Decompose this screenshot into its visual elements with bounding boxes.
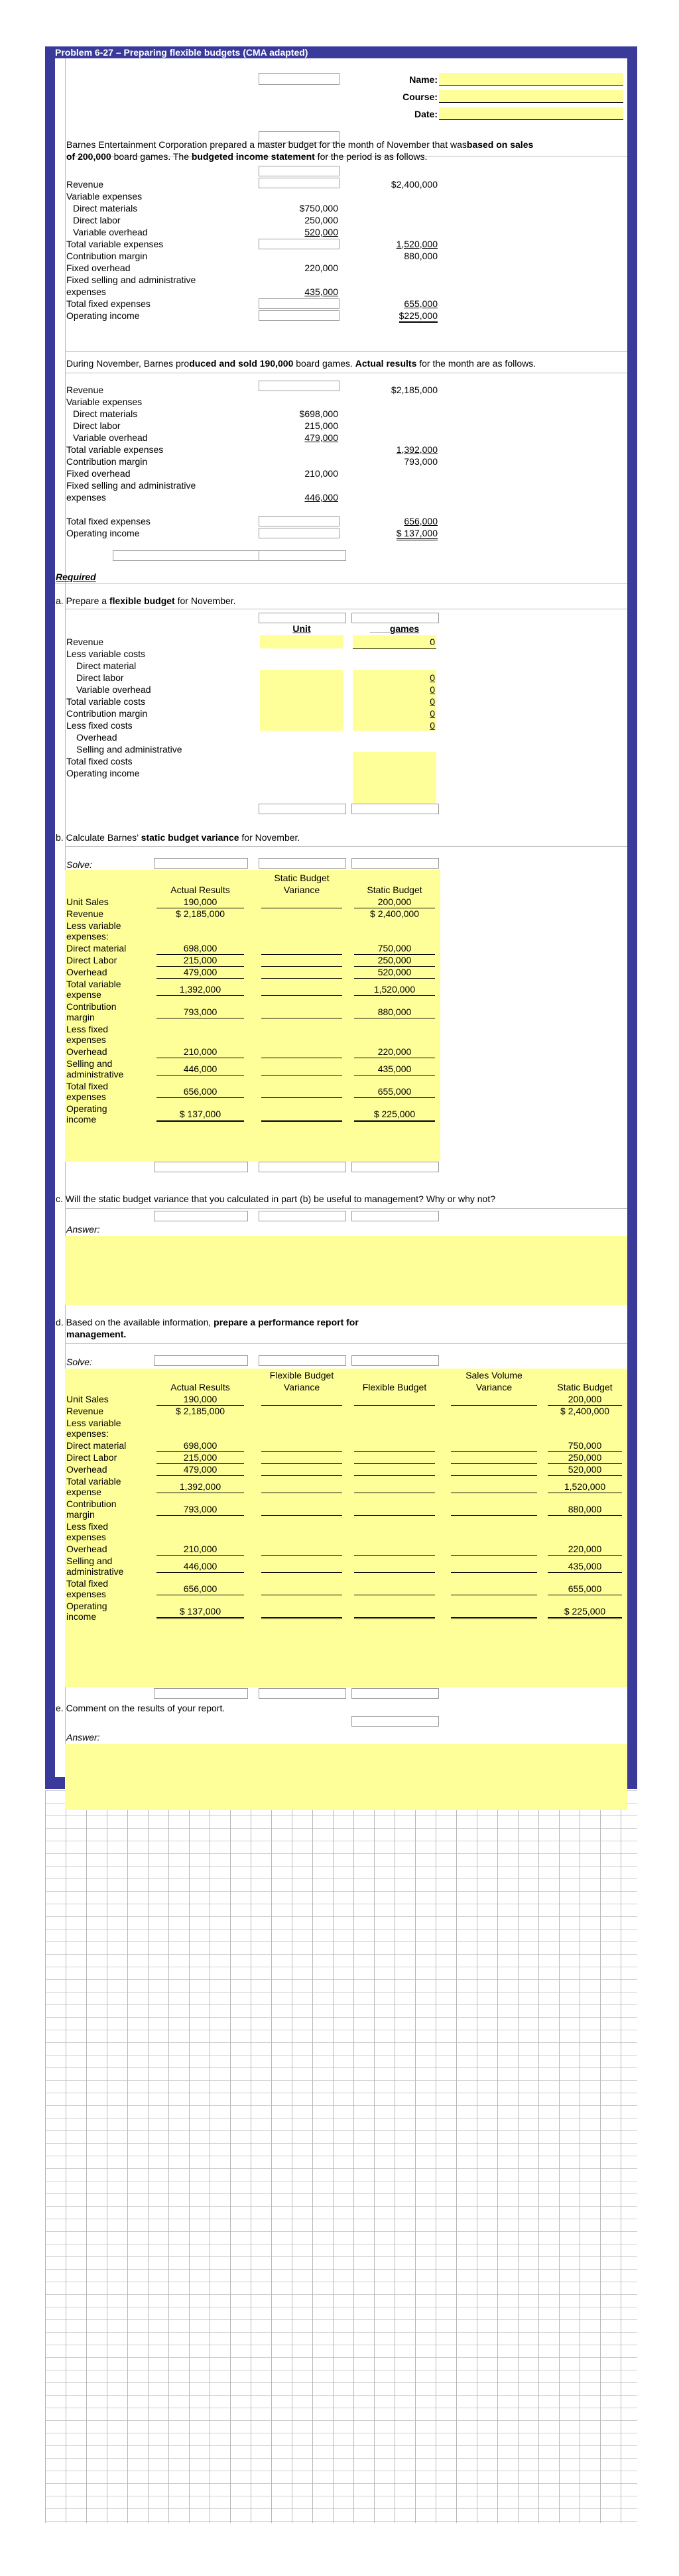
row-label: Selling and — [66, 1058, 113, 1069]
games-dl-zero: 0 — [430, 684, 435, 695]
row-label-cont: expense — [66, 1487, 101, 1497]
static-budget-value: 520,000 — [377, 967, 412, 977]
actual-results-value: $ 2,185,000 — [176, 908, 225, 919]
part-c-answer-area[interactable] — [65, 1236, 627, 1305]
part-d-question-line2: management. — [66, 1329, 127, 1339]
part-b-solve-label: Solve: — [66, 859, 92, 870]
cell-rule — [354, 995, 435, 996]
cell-rule — [261, 1555, 342, 1556]
actual-results-value: 698,000 — [183, 943, 217, 953]
budget-fo-value: 220,000 — [304, 263, 338, 273]
row-label-cont: margin — [66, 1012, 95, 1022]
cell-rule — [548, 1475, 622, 1476]
empty-cell — [351, 1211, 439, 1221]
course-label: Course: — [402, 92, 438, 102]
empty-cell — [259, 613, 346, 623]
budget-tvar-label: Total variable expenses — [66, 239, 164, 249]
actual-results-value: 656,000 — [183, 1086, 217, 1097]
part-e-answer-label: Answer: — [66, 1732, 100, 1743]
part-a-row-overhead: Overhead — [76, 732, 117, 743]
row-divider — [55, 583, 627, 584]
cell-rule — [156, 978, 244, 979]
cell-rule — [354, 1572, 435, 1573]
part-d-solve-label: Solve: — [66, 1357, 92, 1367]
actual-cm-label: Contribution margin — [66, 456, 148, 467]
row-label: Operating — [66, 1601, 107, 1611]
cell-rule — [156, 1097, 244, 1098]
empty-cell — [259, 550, 346, 561]
empty-cell — [154, 1355, 248, 1366]
row-divider — [65, 846, 627, 847]
empty-cell — [351, 1162, 439, 1172]
static-budget-value: 1,520,000 — [564, 1481, 606, 1492]
row-label: Total fixed — [66, 1578, 109, 1589]
part-a-row-cm: Contribution margin — [66, 708, 148, 719]
actual-results-value: 190,000 — [183, 896, 217, 907]
row-label-cont: expenses: — [66, 931, 109, 942]
cell-rule — [354, 1097, 435, 1098]
row-label: Overhead — [66, 1464, 107, 1475]
actual-results-value: 479,000 — [183, 967, 217, 977]
empty-cell — [259, 804, 346, 814]
cell-rule — [354, 978, 435, 979]
cell-rule — [156, 1617, 244, 1619]
budget-oi-label: Operating income — [66, 310, 140, 321]
cell-rule — [451, 1405, 537, 1406]
empty-cell — [351, 613, 439, 623]
row-label: Total variable — [66, 1476, 121, 1487]
empty-cell — [351, 804, 439, 814]
budget-tfix-value: 655,000 — [404, 298, 438, 309]
actual-tvar-value: 1,392,000 — [396, 444, 438, 455]
actual-dm-label: Direct materials — [73, 408, 138, 419]
actual-fsa-value: 446,000 — [304, 492, 338, 503]
empty-cell — [351, 1688, 439, 1699]
cell-rule — [261, 1120, 342, 1122]
row-label-cont: expenses — [66, 1532, 106, 1542]
part-b-col2-header-a: Static Budget — [274, 873, 330, 883]
course-input[interactable] — [439, 90, 623, 103]
empty-cell — [154, 1211, 248, 1221]
row-label: Direct material — [66, 1440, 127, 1451]
part-e-question: e. Comment on the results of your report. — [56, 1703, 225, 1713]
actual-results-value: 698,000 — [183, 1440, 217, 1451]
cell-rule — [156, 1555, 244, 1556]
cell-rule — [451, 1463, 537, 1464]
cell-rule — [354, 1463, 435, 1464]
actual-results-value: 446,000 — [183, 1064, 217, 1074]
cell-rule — [354, 1515, 435, 1516]
row-label: Less fixed — [66, 1024, 109, 1034]
static-budget-value: 250,000 — [568, 1452, 602, 1463]
row-label-cont: administrative — [66, 1566, 124, 1577]
part-c-answer-label: Answer: — [66, 1224, 100, 1235]
actual-results-value: 793,000 — [183, 1504, 217, 1514]
row-label: Less variable — [66, 1418, 121, 1428]
row-label: Less fixed — [66, 1521, 109, 1532]
budget-cm-value: 880,000 — [404, 251, 438, 261]
part-c-question: c. Will the static budget variance that you calculated in part (b) be useful to management? Why or why not? — [56, 1194, 496, 1204]
empty-cell — [259, 310, 340, 321]
budget-oi-value: $225,000 — [358, 310, 438, 321]
static-budget-value: 655,000 — [377, 1086, 412, 1097]
cell-rule — [451, 1515, 537, 1516]
row-label-cont: income — [66, 1114, 97, 1125]
cell-rule — [156, 1572, 244, 1573]
row-label: Operating — [66, 1103, 107, 1114]
actual-var-exp-label: Variable expenses — [66, 397, 143, 407]
games-revenue-zero: 0 — [430, 637, 435, 647]
empty-cell — [259, 1162, 346, 1172]
required-heading: Required — [56, 572, 96, 582]
part-a-row-tvar: Total variable costs — [66, 696, 146, 707]
cell-rule — [451, 1555, 537, 1556]
actual-dl-value: 215,000 — [304, 420, 338, 431]
actual-dl-label: Direct labor — [73, 420, 121, 431]
row-divider — [65, 1208, 627, 1209]
cell-rule — [261, 966, 342, 967]
part-a-row-dl: Direct labor — [76, 672, 124, 683]
budget-fsa-label1: Fixed selling and administrative — [66, 275, 196, 285]
part-a-question: a. Prepare a flexible budget for November. — [56, 595, 236, 606]
row-label-cont: income — [66, 1611, 97, 1622]
actual-results-value: $ 137,000 — [179, 1606, 221, 1617]
cell-rule — [261, 1451, 342, 1452]
actual-oi-value: $ 137,000 — [358, 528, 438, 538]
cell-rule — [261, 995, 342, 996]
empty-cell — [259, 239, 340, 249]
part-b-col3-header: Static Budget — [367, 885, 422, 895]
static-budget-value: 220,000 — [568, 1544, 602, 1554]
empty-cell — [351, 1716, 439, 1727]
cell-rule — [156, 1120, 244, 1122]
empty-cell — [259, 1688, 346, 1699]
empty-cell — [259, 73, 340, 85]
spreadsheet-grid — [45, 1790, 637, 2523]
cell-rule — [354, 1405, 435, 1406]
static-budget-value: $ 225,000 — [564, 1606, 606, 1617]
budget-vo-value: 520,000 — [304, 227, 338, 237]
cell-rule — [354, 1451, 435, 1452]
actual-results-value: 215,000 — [183, 1452, 217, 1463]
row-label: Total fixed — [66, 1081, 109, 1091]
budget-revenue-value: $2,400,000 — [391, 179, 438, 190]
part-d-col2-header-b: Variance — [283, 1382, 320, 1392]
row-label-cont: administrative — [66, 1069, 124, 1079]
cell-rule — [156, 1475, 244, 1476]
intro-text-line2: of 200,000 board games. The budgeted income statement for the period is as follows. — [66, 151, 428, 162]
budget-vo-label: Variable overhead — [73, 227, 148, 237]
budget-tvar-value: 1,520,000 — [396, 239, 438, 249]
col-unit-header: Unit — [292, 623, 311, 634]
row-divider — [65, 1343, 627, 1344]
part-b-col2-header-b: Variance — [283, 885, 320, 895]
static-budget-value: 655,000 — [568, 1583, 602, 1594]
row-label: Unit Sales — [66, 1394, 109, 1404]
actual-dm-value: $698,000 — [299, 408, 338, 419]
empty-cell — [259, 858, 346, 869]
row-label-cont: expenses: — [66, 1428, 109, 1439]
cell-rule — [451, 1475, 537, 1476]
actual-vo-value: 479,000 — [304, 432, 338, 443]
static-budget-value: 200,000 — [377, 896, 412, 907]
static-budget-value: $ 225,000 — [373, 1109, 416, 1119]
cell-rule — [261, 1463, 342, 1464]
static-budget-value: 1,520,000 — [373, 984, 416, 995]
row-label: Contribution — [66, 1001, 117, 1012]
actual-revenue-label: Revenue — [66, 385, 104, 395]
static-budget-value: 250,000 — [377, 955, 412, 965]
cell-rule — [261, 1572, 342, 1573]
row-label: Overhead — [66, 1046, 107, 1057]
row-label: Revenue — [66, 1406, 104, 1416]
static-budget-value: 200,000 — [568, 1394, 602, 1404]
empty-cell — [154, 1162, 248, 1172]
actual-results-value: 190,000 — [183, 1394, 217, 1404]
actual-tfix-value: 656,000 — [404, 516, 438, 526]
budget-var-exp-label: Variable expenses — [66, 191, 143, 202]
cell-rule — [261, 1405, 342, 1406]
budget-dl-label: Direct labor — [73, 215, 121, 225]
cell-rule — [261, 954, 342, 955]
row-label-cont: margin — [66, 1509, 95, 1520]
part-b-question: b. Calculate Barnes’ static budget variance for November. — [56, 832, 300, 843]
static-budget-value: 750,000 — [377, 943, 412, 953]
part-a-row-sa: Selling and administrative — [76, 744, 182, 755]
budget-revenue-label: Revenue — [66, 179, 104, 190]
actual-fo-value: 210,000 — [304, 468, 338, 479]
cell-rule — [261, 1617, 342, 1619]
actual-results-value: 793,000 — [183, 1007, 217, 1017]
actual-results-value: $ 137,000 — [179, 1109, 221, 1119]
cell-rule — [548, 1572, 622, 1573]
empty-cell — [259, 178, 340, 188]
actual-results-value: 215,000 — [183, 955, 217, 965]
cell-rule — [354, 1120, 435, 1122]
intro-text-line1: Barnes Entertainment Corporation prepared a master budget for the month of November that wasbased on sales — [66, 139, 534, 150]
part-a-row-vo: Variable overhead — [76, 684, 151, 695]
row-label: Direct Labor — [66, 955, 117, 965]
unit-revenue-input[interactable] — [260, 635, 343, 648]
budget-dm-value: $750,000 — [299, 203, 338, 214]
cell-rule — [261, 1515, 342, 1516]
static-budget-value: 880,000 — [377, 1007, 412, 1017]
cell-rule — [261, 978, 342, 979]
actual-fsa-label1: Fixed selling and administrative — [66, 480, 196, 491]
part-a-row-revenue: Revenue — [66, 637, 104, 647]
actual-results-value: 656,000 — [183, 1583, 217, 1594]
row-label: Revenue — [66, 908, 104, 919]
row-label-cont: expenses — [66, 1589, 106, 1599]
actual-revenue-value: $2,185,000 — [391, 385, 438, 395]
actual-results-value: 210,000 — [183, 1544, 217, 1554]
row-label: Overhead — [66, 967, 107, 977]
actual-intro-text: During November, Barnes produced and sold 190,000 board games. Actual results for the month are as follows. — [66, 358, 536, 369]
cell-rule — [156, 995, 244, 996]
part-d-col4-header-a: Sales Volume — [465, 1370, 523, 1380]
part-a-row-less-var: Less variable costs — [66, 648, 146, 659]
part-e-answer-area[interactable] — [65, 1744, 627, 1810]
static-budget-value: $ 2,400,000 — [370, 908, 419, 919]
part-d-col4-header-b: Variance — [475, 1382, 513, 1392]
row-label: Unit Sales — [66, 896, 109, 907]
part-a-row-dm: Direct material — [76, 660, 137, 671]
empty-cell — [351, 1355, 439, 1366]
row-label: Direct material — [66, 943, 127, 953]
actual-fsa-label2: expenses — [66, 492, 106, 503]
cell-rule — [548, 1555, 622, 1556]
games-tvar-zero: 0 — [430, 708, 435, 719]
budget-fo-label: Fixed overhead — [66, 263, 131, 273]
cell-rule — [261, 1097, 342, 1098]
cell-rule — [156, 1515, 244, 1516]
empty-cell — [154, 1688, 248, 1699]
part-a-row-tfix: Total fixed costs — [66, 756, 133, 767]
cell-rule — [354, 1617, 435, 1619]
col-games-header: ______games — [369, 623, 420, 634]
empty-cell — [351, 858, 439, 869]
row-label-cont: expense — [66, 989, 101, 1000]
budget-dm-label: Direct materials — [73, 203, 138, 214]
empty-cell — [259, 1211, 346, 1221]
row-label: Less variable — [66, 920, 121, 931]
empty-cell — [259, 528, 340, 538]
static-budget-value: $ 2,400,000 — [560, 1406, 609, 1416]
actual-results-value: 479,000 — [183, 1464, 217, 1475]
cell-rule — [354, 1555, 435, 1556]
part-d-col2-header-a: Flexible Budget — [269, 1370, 334, 1380]
row-label: Selling and — [66, 1556, 113, 1566]
static-budget-value: 520,000 — [568, 1464, 602, 1475]
actual-results-value: 1,392,000 — [179, 984, 221, 995]
static-budget-value: 220,000 — [377, 1046, 412, 1057]
empty-cell — [259, 166, 340, 176]
budget-cm-label: Contribution margin — [66, 251, 148, 261]
static-budget-value: 750,000 — [568, 1440, 602, 1451]
actual-fo-label: Fixed overhead — [66, 468, 131, 479]
actual-results-value: 1,392,000 — [179, 1481, 221, 1492]
games-cm-zero: 0 — [430, 720, 435, 731]
static-budget-value: 880,000 — [568, 1504, 602, 1514]
date-input[interactable] — [439, 107, 623, 120]
part-d-col3-header: Flexible Budget — [362, 1382, 427, 1392]
part-b-col1-header: Actual Results — [170, 885, 230, 895]
row-label-cont: expenses — [66, 1091, 106, 1102]
games-fixed-input[interactable] — [353, 752, 436, 804]
cell-rule — [548, 1515, 622, 1516]
games-vo-zero: 0 — [430, 696, 435, 707]
row-label: Contribution — [66, 1499, 117, 1509]
part-a-row-oi: Operating income — [66, 768, 140, 778]
row-label-cont: expenses — [66, 1034, 106, 1045]
budget-tfix-label: Total fixed expenses — [66, 298, 151, 309]
empty-cell — [259, 1355, 346, 1366]
page-title: Problem 6-27 – Preparing flexible budgets (CMA adapted) — [55, 47, 308, 58]
actual-cm-value: 793,000 — [404, 456, 438, 467]
part-d-col1-header: Actual Results — [170, 1382, 230, 1392]
empty-cell — [113, 550, 260, 561]
budget-dl-value: 250,000 — [304, 215, 338, 225]
row-label: Direct Labor — [66, 1452, 117, 1463]
budget-fsa-value: 435,000 — [304, 286, 338, 297]
name-label: Name: — [409, 74, 438, 85]
date-label: Date: — [414, 109, 438, 119]
cell-rule — [354, 1475, 435, 1476]
row-label: Total variable — [66, 979, 121, 989]
actual-tfix-label: Total fixed expenses — [66, 516, 151, 526]
budget-fsa-label2: expenses — [66, 286, 106, 297]
cell-rule — [451, 1572, 537, 1573]
actual-results-value: $ 2,185,000 — [176, 1406, 225, 1416]
actual-results-value: 446,000 — [183, 1561, 217, 1571]
empty-cell — [259, 516, 340, 526]
actual-results-value: 210,000 — [183, 1046, 217, 1057]
row-divider — [65, 351, 627, 352]
cell-rule — [451, 1617, 537, 1619]
actual-vo-label: Variable overhead — [73, 432, 148, 443]
cell-rule — [261, 1475, 342, 1476]
actual-tvar-label: Total variable expenses — [66, 444, 164, 455]
static-budget-value: 435,000 — [377, 1064, 412, 1074]
part-d-col5-header: Static Budget — [557, 1382, 613, 1392]
row-label: Overhead — [66, 1544, 107, 1554]
empty-cell — [259, 381, 340, 391]
actual-oi-label: Operating income — [66, 528, 140, 538]
empty-cell — [154, 858, 248, 869]
games-dm-zero: 0 — [430, 672, 435, 683]
static-budget-value: 435,000 — [568, 1561, 602, 1571]
name-input[interactable] — [439, 73, 623, 86]
part-d-solve-area[interactable] — [65, 1369, 627, 1687]
empty-cell — [259, 298, 340, 309]
unit-costs-input[interactable] — [260, 670, 343, 731]
cell-rule — [548, 1617, 622, 1619]
cell-rule — [451, 1451, 537, 1452]
part-d-question-line1: d. Based on the available information, prepare a performance report for — [56, 1317, 359, 1327]
part-a-row-less-fixed: Less fixed costs — [66, 720, 133, 731]
